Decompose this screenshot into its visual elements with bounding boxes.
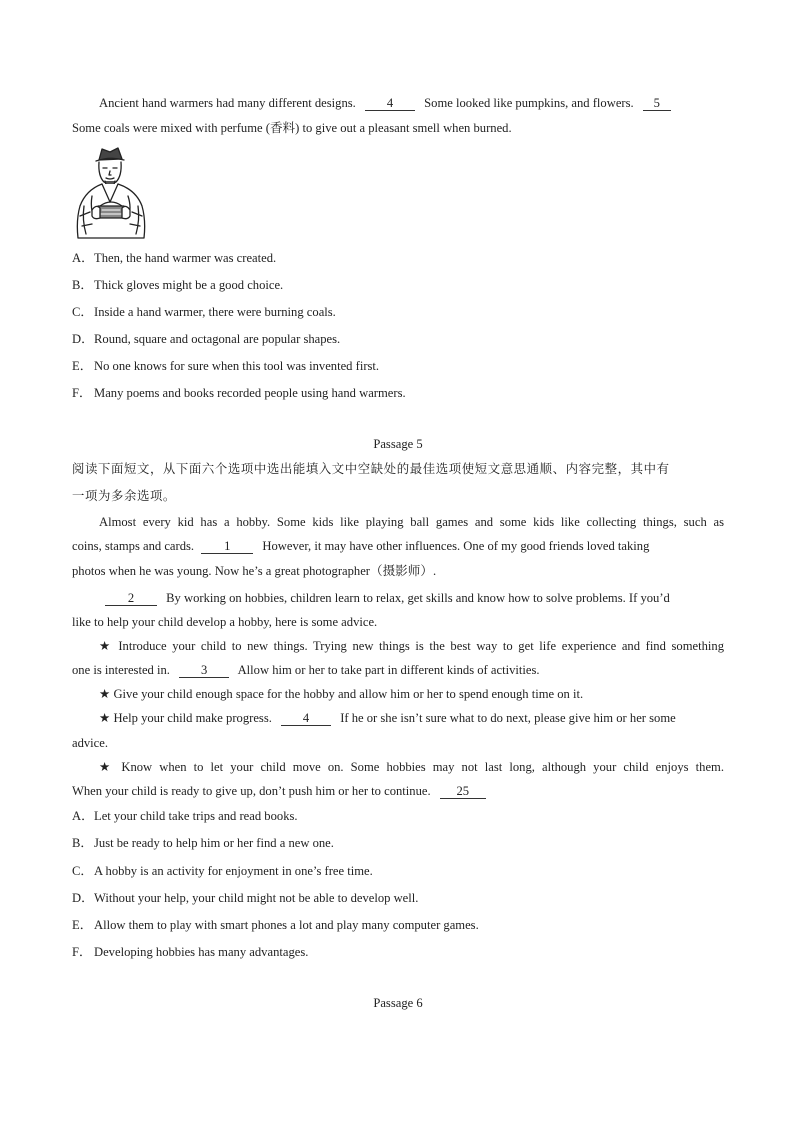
passage5-advice-4-line-2: When your child is ready to give up, don’t push him or her to continue. 25	[72, 783, 486, 799]
passage5-p2-line-1: 2 By working on hobbies, children learn to relax, get skills and know how to solve problems. If you’d	[105, 590, 670, 606]
blank-5[interactable]: 5	[643, 96, 671, 111]
passage5-advice-3-line-2: advice.	[72, 736, 109, 750]
passage4-line-2: Some coals were mixed with perfume (香料) to give out a pleasant smell when burned.	[72, 121, 512, 135]
blank-25[interactable]: 25	[440, 784, 486, 799]
passage5-option-f[interactable]: F． Developing hobbies has many advantages.	[72, 945, 309, 959]
blank-3[interactable]: 3	[179, 663, 229, 678]
passage5-advice-1-line-2: one is interested in. 3 Allow him or her to take part in different kinds of activities.	[72, 663, 540, 677]
passage5-advice-2: ★ Give your child enough space for the hobby and allow him or her to spend enough time on it.	[99, 687, 584, 701]
passage4-line-1	[99, 95, 671, 111]
passage4-option-c[interactable]: C．Inside a hand warmer, there were burning coals.	[72, 305, 336, 319]
blank-4[interactable]: 4	[365, 96, 415, 111]
passage5-p2-line-2: like to help your child develop a hobby, here is some advice.	[72, 615, 378, 629]
passage5-p1-line-1: Almost every kid has a hobby. Some kids like playing ball games and some kids like collecting things, such as	[99, 515, 724, 529]
passage4-option-d[interactable]: D．Round, square and octagonal are popular shapes.	[72, 332, 341, 346]
passage5-p1-line-3: photos when he was young. Now he’s a great photographer（摄影师）.	[72, 564, 437, 578]
passage5-option-b[interactable]: B．Just be ready to help him or her find a new one.	[72, 836, 334, 850]
passage4-text: Ancient hand warmers had many different designs.	[99, 96, 356, 110]
passage5-advice-4-line-1: ★ Know when to let your child move on. Some hobbies may not last long, although your child enjoys them.	[99, 760, 724, 774]
passage5-instruction-1: 阅读下面短文，从下面六个选项中选出能填入文中空缺处的最佳选项使短文意思通顺、内容完整，其中有	[72, 461, 670, 476]
passage5-option-d[interactable]: D．Without your help, your child might not be able to develop well.	[72, 891, 419, 905]
passage4-text: Some looked like pumpkins, and flowers.	[424, 96, 634, 110]
passage5-option-e[interactable]: E． Allow them to play with smart phones a lot and play many computer games.	[72, 918, 479, 932]
passage5-instruction-2: 一项为多余选项。	[72, 488, 176, 503]
blank-4-passage5[interactable]: 4	[281, 711, 331, 726]
passage4-option-f[interactable]: F． Many poems and books recorded people using hand warmers.	[72, 386, 406, 400]
ancient-man-hand-warmer-illustration	[72, 146, 150, 240]
passage4-option-a[interactable]: A．Then, the hand warmer was created.	[72, 251, 277, 265]
passage5-option-a[interactable]: A．Let your child take trips and read books.	[72, 809, 298, 823]
passage5-advice-3-line-1: ★ Help your child make progress. 4 If he or she isn’t sure what to do next, please give him or her some	[99, 711, 676, 725]
passage5-option-c[interactable]: C．A hobby is an activity for enjoyment in one’s free time.	[72, 864, 373, 878]
passage6-title: Passage 6	[373, 996, 423, 1010]
passage4-option-e[interactable]: E． No one knows for sure when this tool was invented first.	[72, 359, 380, 373]
passage5-advice-1-line-1: ★ Introduce your child to new things. Trying new things is the best way to get life experience and find something	[99, 639, 724, 653]
passage5-title: Passage 5	[373, 437, 423, 451]
passage5-p1-line-2: coins, stamps and cards. 1 However, it may have other influences. One of my good friends loved taking	[72, 539, 650, 553]
blank-1[interactable]: 1	[201, 539, 253, 554]
passage4-option-b[interactable]: B．Thick gloves might be a good choice.	[72, 278, 284, 292]
blank-2[interactable]: 2	[105, 591, 157, 606]
